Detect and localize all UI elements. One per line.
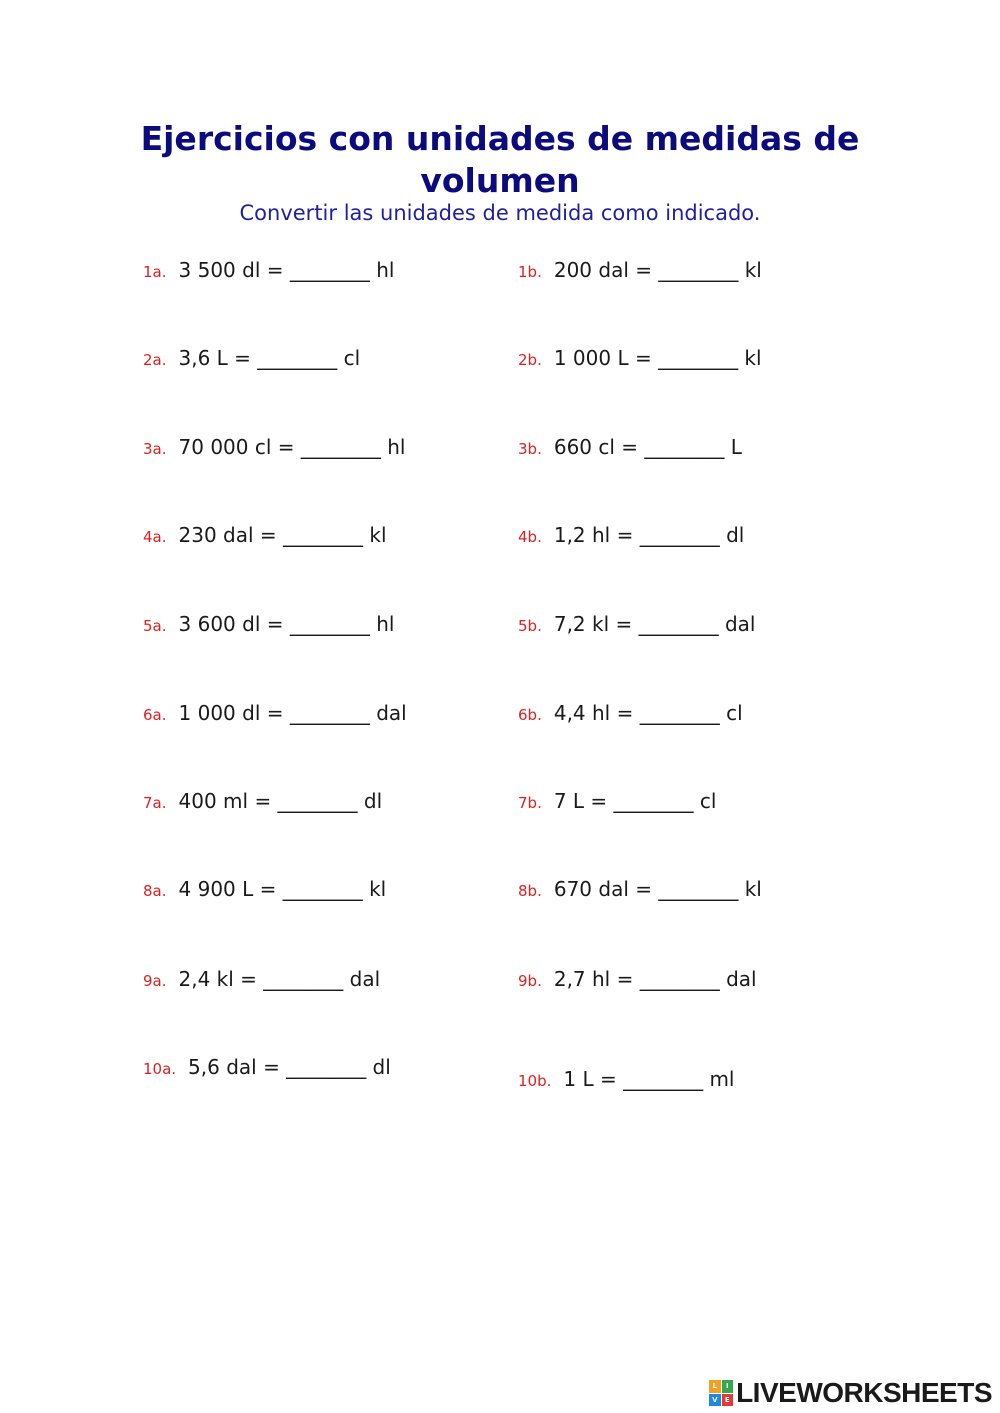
exercise-number: 1b. (518, 263, 542, 281)
liveworksheets-logo-icon (709, 1380, 733, 1406)
exercise-text[interactable]: 1 L = ________ ml (563, 1067, 735, 1091)
exercise-text[interactable]: 3,6 L = ________ cl (178, 346, 361, 370)
worksheet-instructions: Convertir las unidades de medida como indicado. (239, 201, 761, 225)
exercise-item (143, 1054, 391, 1082)
exercise-number: 7b. (518, 794, 542, 812)
exercise-item (143, 345, 360, 373)
logo-text: LIVEWORKSHEETS (736, 1377, 992, 1408)
exercise-item (518, 700, 743, 728)
exercise-item (143, 876, 386, 904)
exercise-item (518, 434, 742, 462)
exercise-item (518, 876, 762, 904)
exercise-text[interactable]: 230 dal = ________ kl (178, 523, 387, 547)
exercise-item (518, 788, 716, 816)
exercise-number: 6a. (143, 706, 167, 724)
exercise-number: 2a. (143, 351, 167, 369)
exercise-item (143, 434, 405, 462)
exercise-number: 9b. (518, 972, 542, 990)
exercise-number: 10a. (143, 1060, 177, 1078)
exercise-number: 3b. (518, 440, 542, 458)
exercise-number: 5a. (143, 617, 167, 635)
exercise-text[interactable]: 400 ml = ________ dl (178, 789, 383, 813)
exercise-item (143, 700, 407, 728)
exercise-item (143, 611, 394, 639)
exercise-text[interactable]: 2,7 hl = ________ dal (553, 967, 757, 991)
exercise-number: 3a. (143, 440, 167, 458)
exercise-number: 8b. (518, 882, 542, 900)
exercise-item (518, 611, 755, 639)
exercise-text[interactable]: 4 900 L = ________ kl (178, 877, 387, 901)
exercise-text[interactable]: 1,2 hl = ________ dl (553, 523, 745, 547)
exercise-number: 8a. (143, 882, 167, 900)
exercise-item (143, 257, 394, 285)
liveworksheets-logo (709, 1377, 992, 1409)
exercise-text[interactable]: 4,4 hl = ________ cl (553, 701, 743, 725)
exercise-text[interactable]: 200 dal = ________ kl (553, 258, 762, 282)
exercise-item (518, 1066, 734, 1094)
exercise-item (518, 522, 744, 550)
exercise-text[interactable]: 5,6 dal = ________ dl (188, 1055, 391, 1079)
exercise-text[interactable]: 660 cl = ________ L (553, 435, 742, 459)
logo-mark-cell: V (709, 1394, 721, 1407)
worksheet-title: Ejercicios con unidades de medidas de volumen (140, 119, 860, 200)
exercise-item (143, 966, 380, 994)
exercise-number: 7a. (143, 794, 167, 812)
exercise-item (143, 522, 387, 550)
exercise-item (518, 345, 762, 373)
exercise-text[interactable]: 1 000 dl = ________ dal (178, 701, 407, 725)
exercise-text[interactable]: 670 dal = ________ kl (553, 877, 762, 901)
exercise-number: 4b. (518, 528, 542, 546)
logo-mark-cell: E (722, 1394, 734, 1407)
logo-mark-cell: L (709, 1380, 721, 1393)
exercise-number: 5b. (518, 617, 542, 635)
exercise-number: 6b. (518, 706, 542, 724)
exercise-text[interactable]: 3 600 dl = ________ hl (178, 612, 395, 636)
logo-mark-cell: I (722, 1380, 734, 1393)
exercise-number: 2b. (518, 351, 542, 369)
exercise-text[interactable]: 7,2 kl = ________ dal (553, 612, 756, 636)
exercise-text[interactable]: 2,4 kl = ________ dal (178, 967, 381, 991)
exercise-item (143, 788, 382, 816)
exercise-number: 9a. (143, 972, 167, 990)
exercise-number: 4a. (143, 528, 167, 546)
exercise-item (518, 966, 757, 994)
exercise-text[interactable]: 1 000 L = ________ kl (553, 346, 762, 370)
exercise-text[interactable]: 7 L = ________ cl (553, 789, 717, 813)
exercise-text[interactable]: 70 000 cl = ________ hl (178, 435, 406, 459)
exercise-number: 1a. (143, 263, 167, 281)
exercise-number: 10b. (518, 1072, 552, 1090)
exercise-text[interactable]: 3 500 dl = ________ hl (178, 258, 395, 282)
exercise-item (518, 257, 762, 285)
